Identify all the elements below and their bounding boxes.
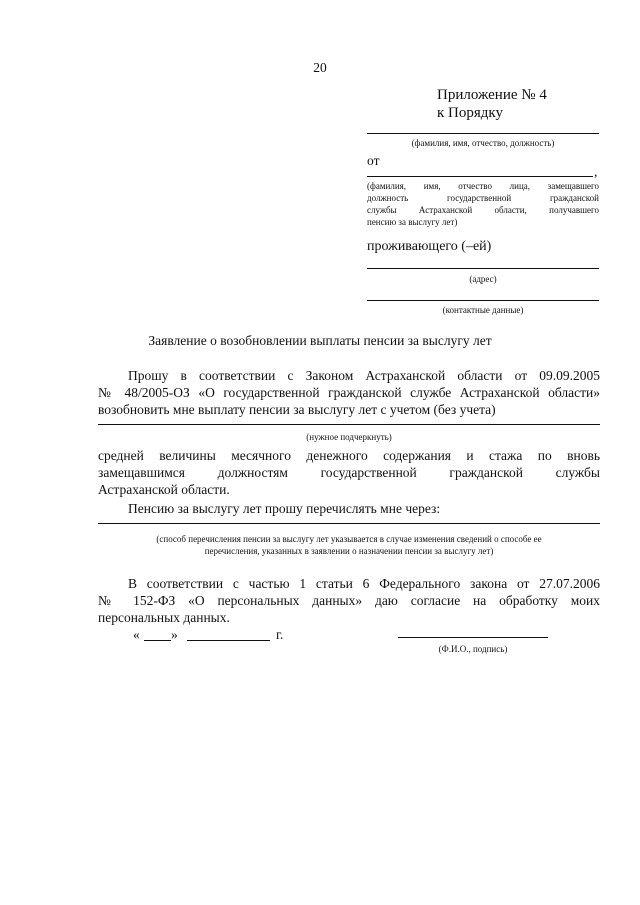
contact-caption: (контактные данные)	[442, 305, 524, 315]
text-line: Астраханской области.	[98, 482, 230, 497]
page-number: 20	[313, 60, 327, 75]
sender-comma: ,	[594, 164, 598, 179]
text-line: замещавшимся должностям государственной гражданской службы	[98, 465, 600, 480]
date-close-quote: »	[171, 627, 178, 642]
signature-line	[398, 637, 548, 638]
underline-choice-line	[98, 424, 600, 425]
recipient-caption: (фамилия, имя, отчество, должность)	[411, 138, 555, 148]
document-title: Заявление о возобновлении выплаты пенсии за выслугу лет	[148, 333, 492, 348]
sender-caption-line: (фамилия, имя, отчество лица, замещавшего	[367, 181, 599, 191]
text-line: Прошу в соответствии с Законом Астраханской области от 09.09.2005	[128, 368, 600, 383]
address-caption: (адрес)	[469, 274, 497, 284]
payment-method-line	[98, 523, 600, 524]
contact-line	[367, 300, 599, 301]
payment-method-caption	[98, 533, 600, 557]
sender-caption-line: службы Астраханской области, получавшего	[367, 205, 599, 215]
residing-label: проживающего (–ей)	[367, 239, 492, 254]
caption-line: перечисления, указанных в заявлении о назначении пенсии за выслугу лет)	[204, 546, 494, 556]
date-month-line	[187, 640, 270, 641]
text-line: № 48/2005-ОЗ «О государственной гражданской службе Астраханской области»	[98, 385, 600, 400]
text-line: персональных данных.	[98, 610, 230, 625]
text-line: возобновить мне выплату пенсии за выслугу лет с учетом (без учета)	[98, 402, 496, 417]
address-line	[367, 268, 599, 269]
sender-caption-line: пенсию за выслугу лет)	[367, 217, 458, 227]
caption-line: (способ перечисления пенсии за выслугу лет указывается в случае изменения сведений о способе ее	[156, 534, 542, 544]
underline-caption: (нужное подчеркнуть)	[306, 432, 392, 442]
signature-caption: (Ф.И.О., подпись)	[438, 644, 508, 654]
payment-method-text: Пенсию за выслугу лет прошу перечислять мне через:	[128, 501, 441, 516]
paragraph-request	[98, 367, 600, 418]
paragraph-consent	[98, 575, 600, 626]
date-open-quote: «	[133, 627, 140, 642]
year-suffix: г.	[276, 627, 284, 642]
sender-caption	[367, 180, 599, 228]
appendix-subtitle: к Порядку	[437, 105, 503, 121]
date-day-line	[144, 640, 171, 641]
paragraph-request-continuation	[98, 447, 600, 498]
text-line: В соответствии с частью 1 статьи 6 Федерального закона от 27.07.2006	[128, 576, 600, 591]
text-line: средней величины месячного денежного содержания и стажа по вновь	[98, 448, 600, 463]
appendix-title: Приложение № 4	[437, 87, 547, 103]
recipient-line	[367, 133, 599, 134]
sender-line	[367, 176, 593, 177]
sender-caption-line: должность государственной гражданской	[367, 193, 599, 203]
text-line: № 152-ФЗ «О персональных данных» даю согласие на обработку моих	[98, 593, 600, 608]
from-label: от	[367, 153, 380, 168]
